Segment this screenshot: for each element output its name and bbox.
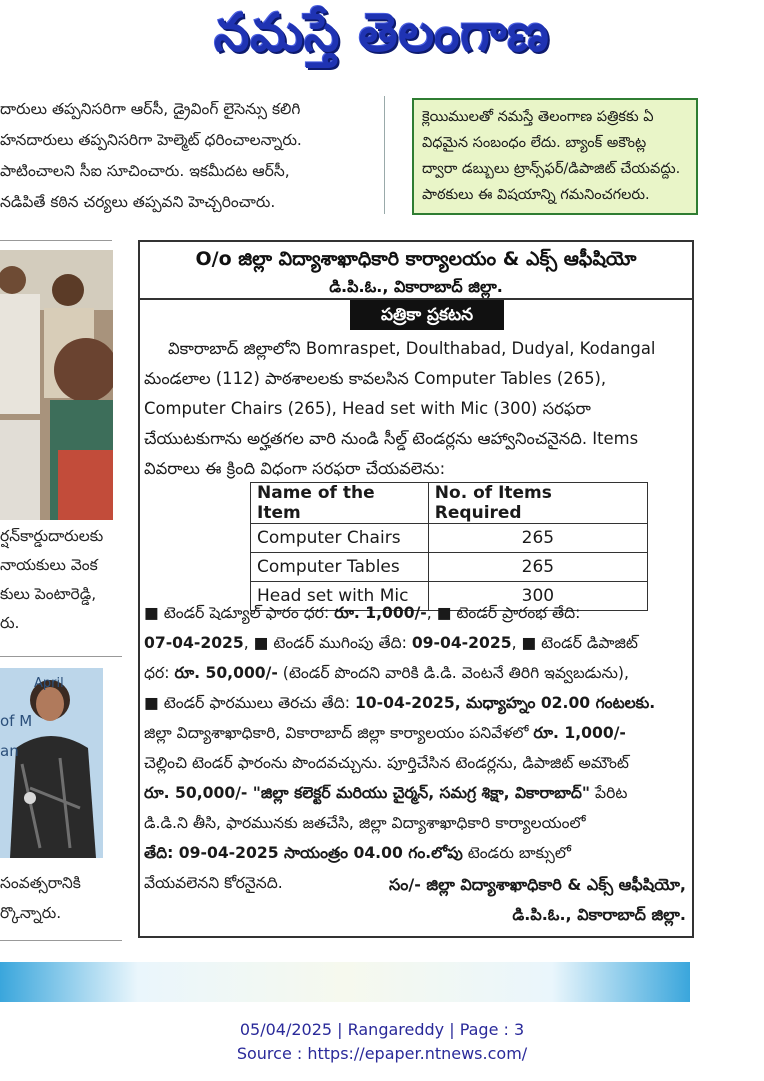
table-header: No. of Items Required: [428, 483, 647, 524]
advert-body: [144, 334, 690, 484]
detail-bold: రూ. 50,000/- "జిల్లా కలెక్టర్ మరియు చైర్మన్, సమగ్ర శిక్షా, వికారాబాద్": [144, 784, 591, 802]
photo-people-illustration: [0, 250, 113, 520]
detail-text: , ■ టెండర్ డిపాజిట్: [511, 634, 638, 652]
notice-line: క్లెయిములతో నమస్తే తెలంగాణ పత్రికకు ఏ: [422, 109, 654, 125]
article-line: దారులు తప్పనిసరిగా ఆర్‌సీ, డ్రైవింగ్ లైసెన్సు కలిగి: [0, 100, 301, 118]
detail-line: [144, 598, 690, 628]
notice-line: ద్వారా డబ్బులు ట్రాన్స్‌ఫర్/డిపాజిట్ చేయవద్దు.: [422, 161, 681, 177]
advert-header: [140, 242, 692, 300]
news-photo-people: [0, 250, 113, 520]
article-line: హనదారులు తప్పనిసరిగా హెల్మెట్ ధరించాలన్నారు.: [0, 131, 302, 149]
article-line: నాయకులు వెంక: [0, 556, 98, 574]
newspaper-logo: నమస్తే తెలంగాణ: [214, 2, 550, 64]
detail-bold: తేది: 09-04-2025 సాయంత్రం 04.00 గం.లోపు: [144, 844, 463, 862]
detail-line: [144, 718, 690, 748]
article-line: నడిపితే కఠిన చర్యలు తప్పవని హెచ్చరించారు.: [0, 193, 276, 211]
detail-line: డి.డి.ని తీసి, ఫారమునకు జతచేసి, జిల్లా విద్యాశాఖాధికారి కార్యాలయంలో: [144, 814, 586, 832]
photo-caption-text: an: [0, 742, 19, 760]
detail-text: ■ టెండర్ ఫారములు తెరచు తేది:: [144, 694, 355, 712]
article-line: పాటించాలని సీఐ సూచించారు. ఇకమీదట ఆర్‌సీ,: [0, 162, 290, 180]
detail-line: చెల్లించి టెండర్ ఫారంను పొందవచ్చును. పూర్తిచేసిన టెండర్లను, డిపాజిట్ అమౌంట్: [144, 754, 629, 772]
detail-line: [144, 628, 690, 658]
article-line: ర్కొన్నారు.: [0, 904, 62, 922]
table-row: [251, 524, 648, 553]
divider: [0, 240, 112, 241]
detail-text: , ■ టెండర్ ముగింపు తేది:: [243, 634, 412, 652]
detail-line: [144, 658, 690, 688]
office-name: O/o జిల్లా విద్యాశాఖాధికారి కార్యాలయం & ఎక్స్ ఆఫీషియో: [195, 248, 637, 270]
item-name: Computer Tables: [251, 553, 429, 582]
office-district: డి.పి.ఓ., వికారాబాద్ జిల్లా.: [329, 277, 503, 296]
item-name: Computer Chairs: [251, 524, 429, 553]
detail-text: పేరిట: [590, 784, 628, 802]
table-row: [251, 553, 648, 582]
column-divider: [384, 96, 385, 214]
signature-line: సం/- జిల్లా విద్యాశాఖాధికారి & ఎక్స్ ఆఫీషియో,: [389, 875, 686, 894]
detail-bold: గంటలకు.: [590, 694, 656, 712]
masthead: [0, 0, 764, 80]
detail-text: , ■ టెండర్ ప్రారంభ తేది:: [426, 604, 581, 622]
divider: [0, 656, 122, 657]
detail-bold: 07-04-2025: [144, 634, 244, 652]
footer-source-link[interactable]: Source : https://epaper.ntnews.com/: [236, 1044, 528, 1063]
footer-date-page: 05/04/2025 | Rangareddy | Page : 3: [239, 1020, 525, 1039]
body-line: మండలాల (112) పాఠశాలలకు కావలసిన Computer Tables (265),: [144, 369, 607, 388]
article-line: ర్షన్‌కార్డుదారులకు: [0, 527, 104, 545]
body-line: వివరాలు ఈ క్రింది విధంగా సరఫరా చేయవలెను:: [144, 459, 446, 478]
item-name: Head set with Mic: [251, 582, 429, 611]
disclaimer-notice: [412, 98, 698, 215]
signature-line: డి.పి.ఓ., వికారాబాద్ జిల్లా.: [512, 905, 686, 924]
notice-line: విధమైన సంబంధం లేదు. బ్యాంక్ అకౌంట్ల: [422, 135, 647, 151]
photo-caption-text: of M: [0, 712, 33, 730]
detail-line: వేయవలెనని కోరనైనది.: [144, 874, 283, 892]
signature-block: [389, 870, 686, 930]
detail-line: [144, 688, 690, 718]
detail-bold: రూ. 1,000/-: [334, 604, 427, 622]
detail-text: ధర:: [144, 664, 175, 682]
photo-woman-illustration: [0, 668, 103, 858]
photo-caption-text: April: [34, 676, 64, 691]
tender-advertisement: [138, 240, 694, 938]
item-quantity: 265: [428, 524, 647, 553]
left-top-article: [0, 94, 380, 218]
detail-text: టెండరు బాక్సులో: [462, 844, 571, 862]
body-line: వికారాబాద్ జిల్లాలోని Bomraspet, Doulthabad, Dudyal, Kodangal: [168, 339, 656, 358]
items-table: [250, 482, 648, 611]
left-mid-article: [0, 522, 120, 638]
detail-line: [144, 838, 690, 868]
press-release-label: పత్రికా ప్రకటన: [350, 300, 504, 330]
body-line: చేయుటకుగాను అర్హతగల వారి నుండి సీల్డ్ టెండర్లను ఆహ్వానించనైనది. Items: [144, 429, 639, 448]
body-line: Computer Chairs (265), Head set with Mic (300) సరఫరా: [144, 399, 591, 418]
notice-line: పాఠకులు ఈ విషయాన్ని గమనించగలరు.: [422, 187, 650, 203]
table-header-row: [251, 483, 648, 524]
bottom-ad-strip: [0, 962, 690, 1002]
page-footer: [0, 1018, 764, 1066]
detail-bold: రూ. 1,000/-: [533, 724, 626, 742]
detail-bold: 09-04-2025: [411, 634, 512, 652]
detail-bold: 10-04-2025, మధ్యాహ్నం 02.00: [354, 694, 591, 712]
divider: [0, 940, 122, 941]
tender-details: [144, 598, 690, 898]
article-line: కులు పెంటారెడ్డి,: [0, 585, 97, 603]
detail-bold: రూ. 50,000/-: [174, 664, 278, 682]
table-header: Name of the Item: [251, 483, 429, 524]
item-quantity: 300: [428, 582, 647, 611]
article-line: రు.: [0, 614, 20, 632]
detail-text: జిల్లా విద్యాశాఖాధికారి, వికారాబాద్ జిల్లా కార్యాలయం పనివేళలో: [144, 724, 534, 742]
article-line: సంవత్సరానికి: [0, 874, 81, 892]
detail-text: ■ టెండర్ షెడ్యూల్ ఫారం ధర:: [144, 604, 335, 622]
left-bottom-article: [0, 868, 120, 928]
detail-text: (టెండర్ పొందని వారికి డి.డి. వెంటనే తిరిగి ఇవ్వబడును),: [277, 664, 629, 682]
detail-line: [144, 778, 690, 808]
item-quantity: 265: [428, 553, 647, 582]
news-photo-woman: [0, 668, 103, 858]
